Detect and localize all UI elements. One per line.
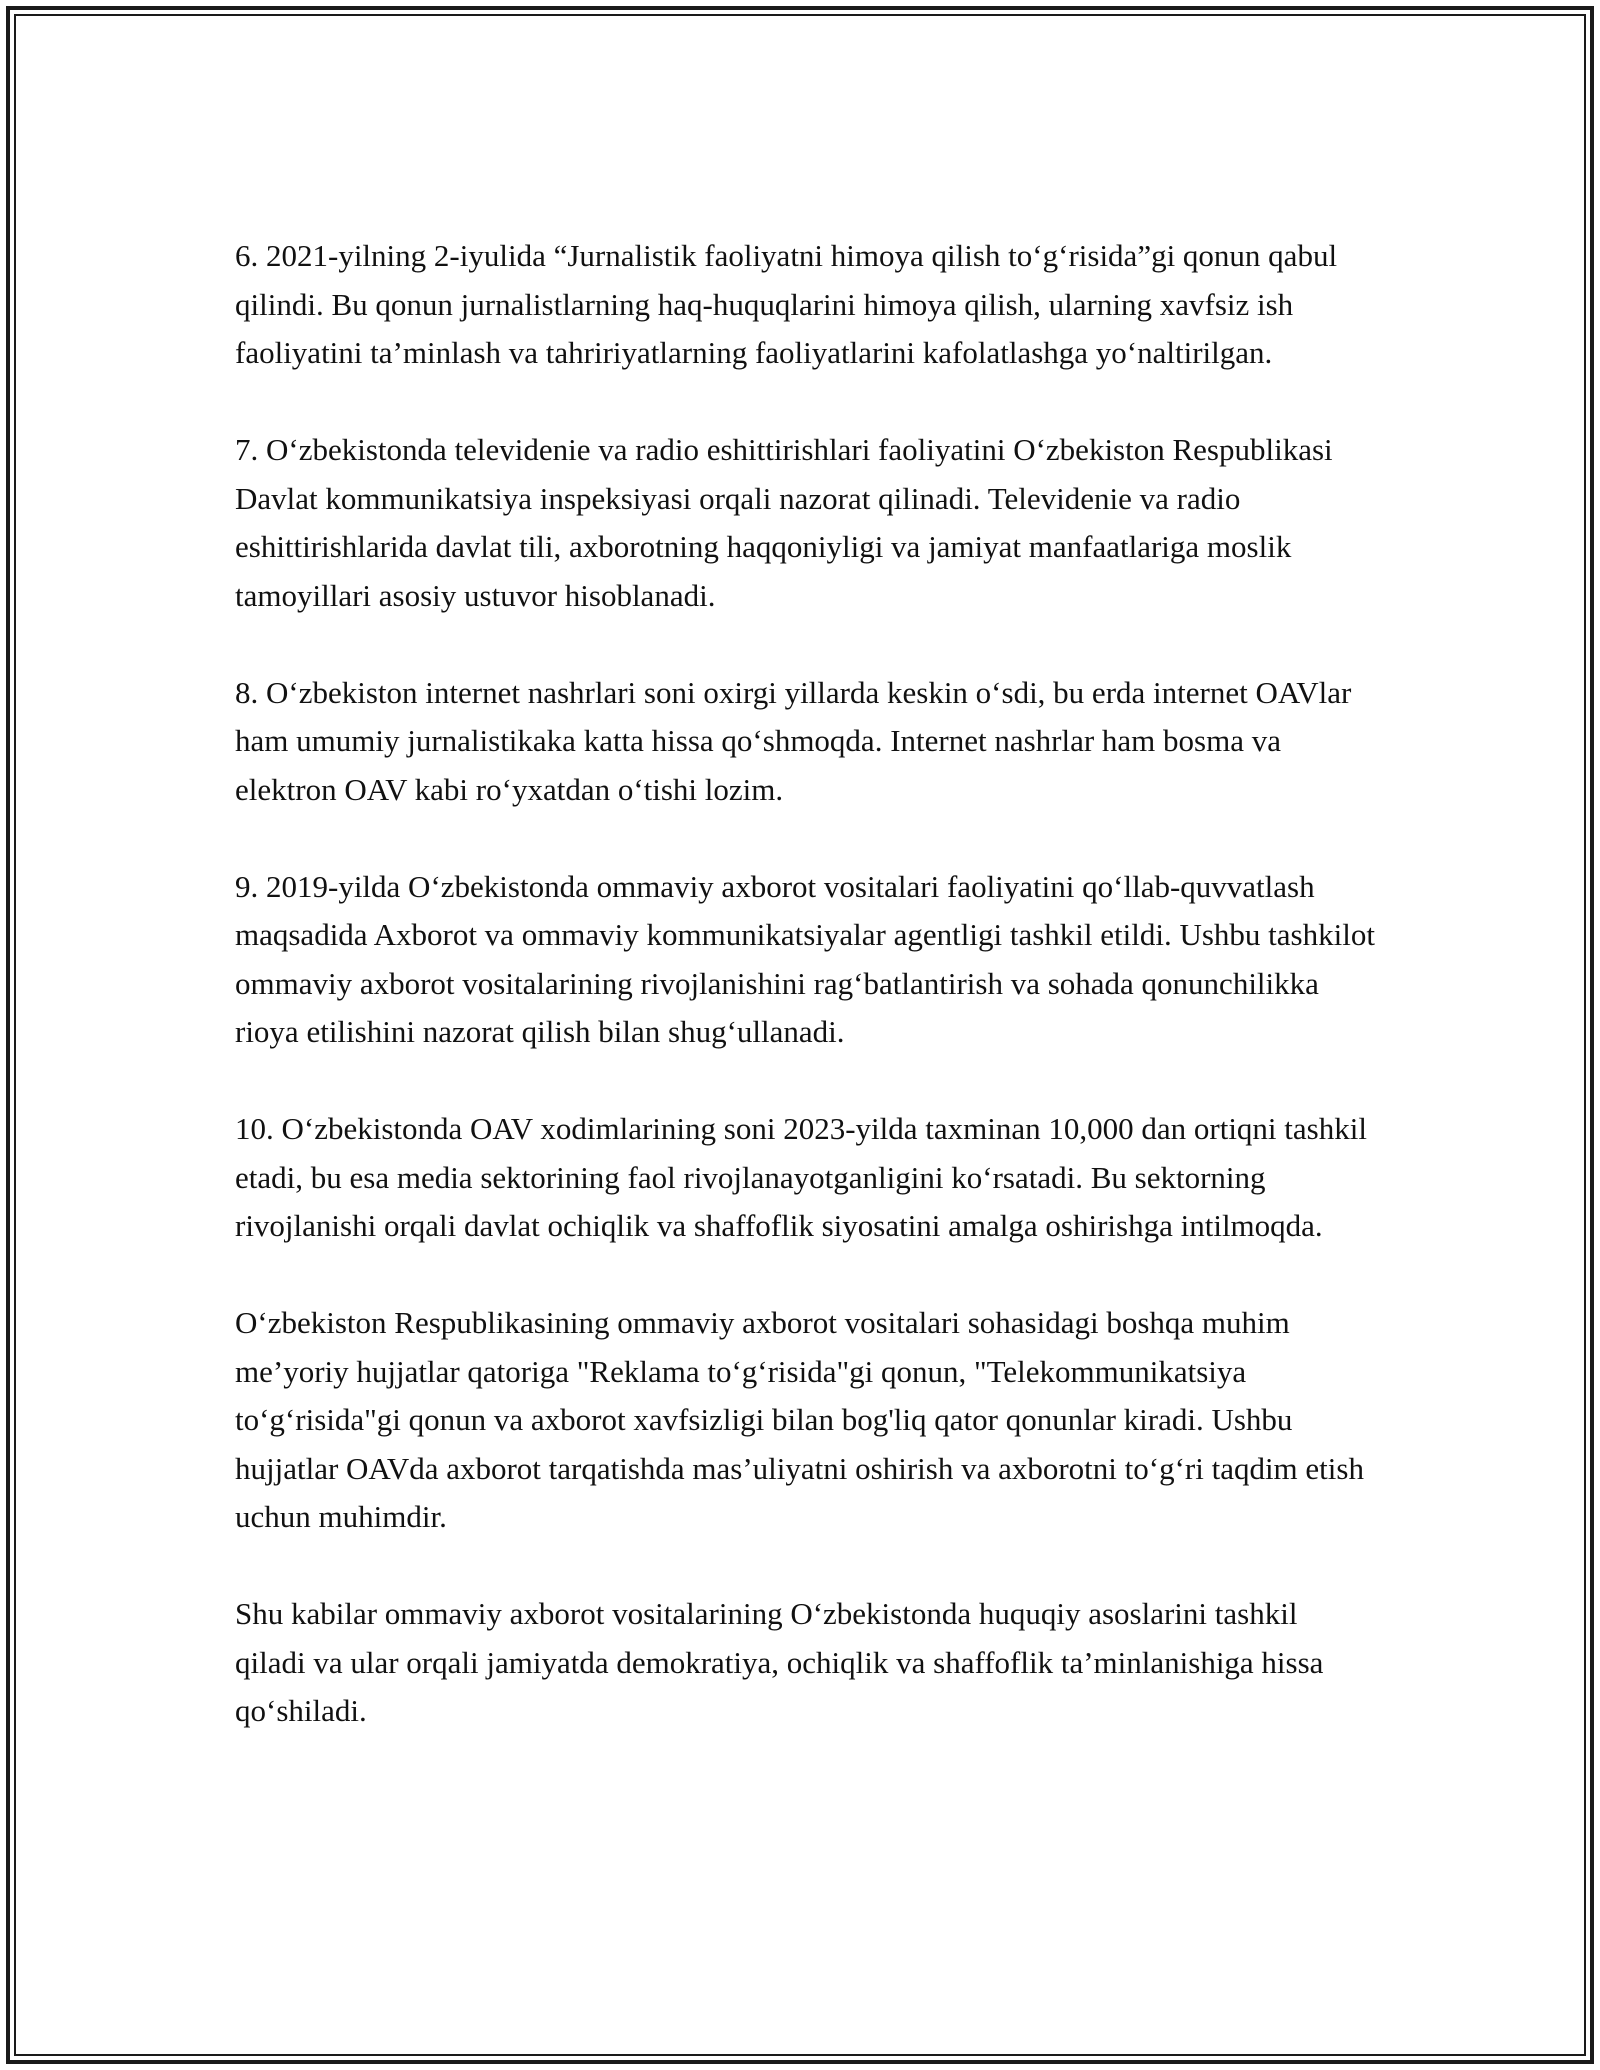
paragraph-item-8: 8. O‘zbekiston internet nashrlari soni oxirgi yillarda keskin o‘sdi, bu erda internet OAVlar ham umumiy jurnalistikaka katta hissa qo‘shmoqda. Internet nashrlar ham bosma va elektron OAV kabi ro‘yxatdan o‘tishi lozim. bbox=[235, 674, 1352, 807]
paragraph-conclusion: Shu kabilar ommaviy axborot vositalarining O‘zbekistonda huquqiy asoslarini tashkil qiladi va ular orqali jamiyatda demokratiya, ochiqlik va shaffoflik ta’minlanishiga hissa qo‘shiladi. bbox=[235, 1596, 1324, 1728]
paragraph-item-10: 10. O‘zbekistonda OAV xodimlarining soni 2023-yilda taxminan 10,000 dan ortiqni tashkil etadi, bu esa media sektorining faol rivojlanayotganligini ko‘rsatadi. Bu sektorning rivojlanishi orqali davlat ochiqlik va shaffoflik siyosatini amalga oshirishga intilmoqda. bbox=[235, 1111, 1367, 1243]
document-body bbox=[235, 232, 1375, 1736]
paragraph-item-7: 7. O‘zbekistonda televidenie va radio eshittirishlari faoliyatini O‘zbekiston Respublikasi Davlat kommunikatsiya inspeksiyasi orqali nazorat qilinadi. Televidenie va radio eshittirishlarida davlat tili, axborotning haqqoniyligi va jamiyat manfaatlariga moslik tamoyillari asosiy ustuvor hisoblanadi. bbox=[235, 432, 1333, 613]
paragraph-item-6: 6. 2021-yilning 2-iyulida “Jurnalistik faoliyatni himoya qilish to‘g‘risida”gi qonun qabul qilindi. Bu qonun jurnalistlarning haq-huquqlarini himoya qilish, ularning xavfsiz ish faoliyatini ta’minlash va tahririyatlarning faoliyatlarini kafolatlashga yo‘naltirilgan. bbox=[235, 238, 1338, 370]
paragraph-item-9: 9. 2019-yilda O‘zbekistonda ommaviy axborot vositalari faoliyatini qo‘llab-quvvatlash maqsadida Axborot va ommaviy kommunikatsiyalar agentligi tashkil etildi. Ushbu tashkilot ommaviy axborot vositalarining rivojlanishini rag‘batlantirish va sohada qonunchilikka rioya etilishini nazorat qilish bilan shug‘ullanadi. bbox=[235, 868, 1375, 1049]
paragraph-other-laws: O‘zbekiston Respublikasining ommaviy axborot vositalari sohasidagi boshqa muhim me’yoriy hujjatlar qatoriga "Reklama to‘g‘risida"gi qonun, "Telekommunikatsiya to‘g‘risida"gi qonun va axborot xavfsizligi bilan bog'liq qator qonunlar kiradi. Ushbu hujjatlar OAVda axborot tarqatishda mas’uliyatni oshirish va axborotni to‘g‘ri taqdim etish uchun muhimdir. bbox=[235, 1305, 1364, 1534]
